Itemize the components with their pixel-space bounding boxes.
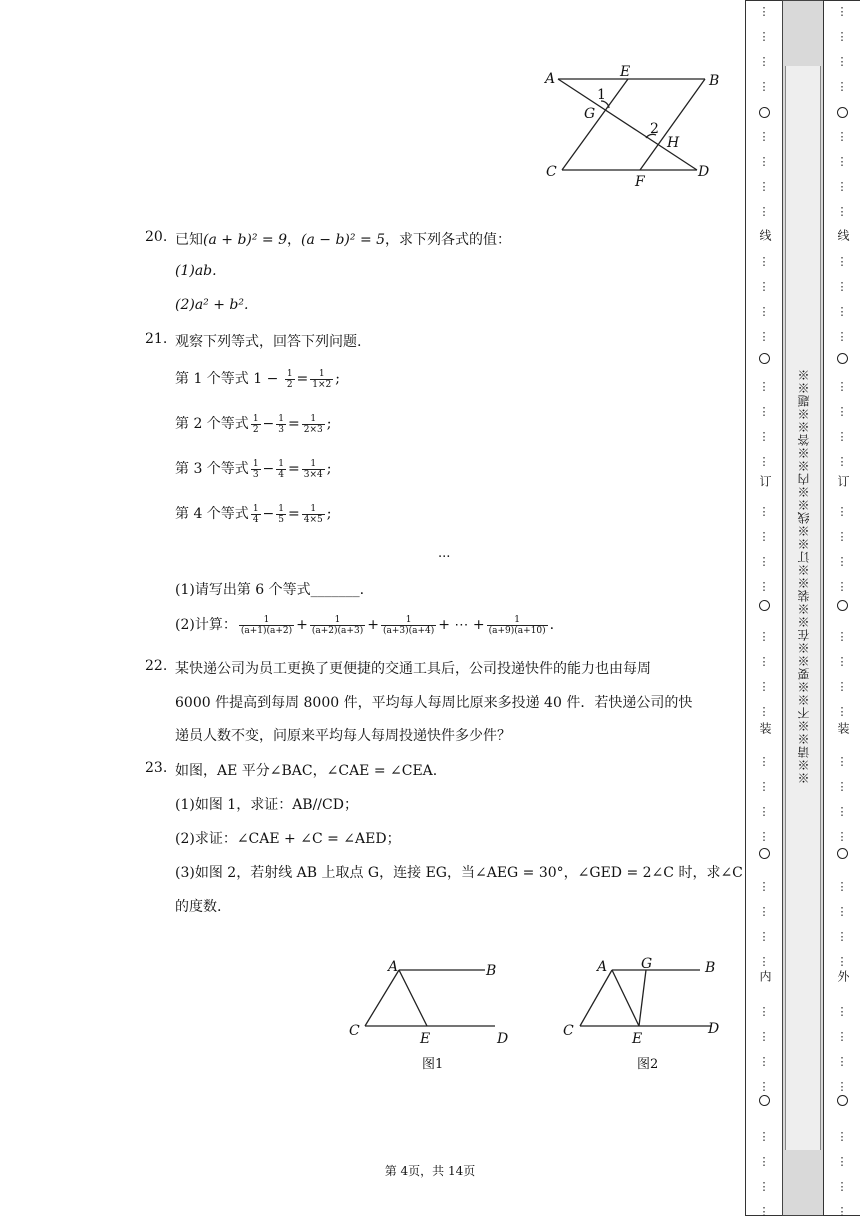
binding-dot-mark: ⋮ xyxy=(758,930,770,943)
binding-dot-mark: ⋮ xyxy=(836,630,848,643)
q23-stem: 如图，AE 平分∠BAC，∠CAE = ∠CEA. xyxy=(175,763,438,779)
binding-dot-mark: ⋮ xyxy=(836,930,848,943)
binding-dot-mark: ⋮ xyxy=(836,780,848,793)
binding-dot-mark: ⋮ xyxy=(758,805,770,818)
q21-eq1-label: 第 1 个等式 xyxy=(175,371,249,387)
q20-stem-b: ，求下列各式的值： xyxy=(385,232,512,248)
binding-circle-mark xyxy=(837,107,848,118)
binding-dot-mark: ⋮ xyxy=(758,905,770,918)
binding-dot-mark: ⋮ xyxy=(836,505,848,518)
binding-dot-mark: ⋮ xyxy=(836,255,848,268)
q20-stem-a: 已知 xyxy=(175,232,203,248)
binding-circle-mark xyxy=(837,848,848,859)
fig1-label-B: B xyxy=(486,963,497,979)
q21-eq1-frac1: $\frac{1}{2}$ xyxy=(286,368,293,390)
fig1-caption: 图1 xyxy=(422,1057,444,1072)
q20-expr2: (a − b)² = 5 xyxy=(301,232,386,248)
binding-dot-mark: ⋮ xyxy=(836,30,848,43)
fig19-label-A: A xyxy=(545,71,556,87)
binding-dot-mark: ⋮ xyxy=(758,1030,770,1043)
q20-number: 20. xyxy=(145,229,168,245)
binding-circle-mark xyxy=(759,107,770,118)
q23-part3-cont: 的度数. xyxy=(175,899,222,915)
fig19-label-D: D xyxy=(698,164,710,180)
binding-dot-mark: ⋮ xyxy=(836,555,848,568)
q20-expr1: (a + b)² = 9 xyxy=(203,232,288,248)
binding-dot-mark: ⋮ xyxy=(836,130,848,143)
binding-circle-mark xyxy=(837,1095,848,1106)
binding-dot-mark: ⋮ xyxy=(836,330,848,343)
q21-calc-frac4: $\frac{1}{(a+9)(a+10)}$ xyxy=(488,614,546,636)
binding-circle-mark xyxy=(837,353,848,364)
binding-dot-mark: ⋮ xyxy=(758,1130,770,1143)
binding-dot-mark: ⋮ xyxy=(836,905,848,918)
q21-eq4-frac3: $\frac{1}{4\times 5}$ xyxy=(303,503,323,525)
binding-dot-mark: ⋮ xyxy=(758,280,770,293)
binding-dot-mark: ⋮ xyxy=(836,755,848,768)
binding-circle-mark xyxy=(759,848,770,859)
q21-eq1-frac2: $\frac{1}{1\times 2}$ xyxy=(312,368,332,390)
fig2-label-A: A xyxy=(597,959,608,975)
binding-dot-mark: ⋮ xyxy=(836,1155,848,1168)
binding-dot-mark: ⋮ xyxy=(758,580,770,593)
binding-dot-mark: ⋮ xyxy=(758,755,770,768)
binding-dot-mark: ⋮ xyxy=(758,505,770,518)
margin-outer-label-4: 外 xyxy=(836,970,850,982)
binding-dot-mark: ⋮ xyxy=(836,1180,848,1193)
binding-dot-mark: ⋮ xyxy=(758,305,770,318)
binding-dot-mark: ⋮ xyxy=(758,555,770,568)
binding-dot-mark: ⋮ xyxy=(758,155,770,168)
binding-dot-mark: ⋮ xyxy=(758,380,770,393)
binding-dot-mark: ⋮ xyxy=(836,530,848,543)
q21-eq4-label: 第 4 个等式 xyxy=(175,506,249,522)
binding-dot-mark: ⋮ xyxy=(758,80,770,93)
binding-dot-mark: ⋮ xyxy=(836,805,848,818)
fig1-label-E: E xyxy=(420,1031,431,1047)
fig19-label-E: E xyxy=(620,64,631,80)
binding-dot-mark: ⋮ xyxy=(836,305,848,318)
fig19-label-1: 1 xyxy=(597,87,606,103)
binding-dot-mark: ⋮ xyxy=(758,5,770,18)
q21-eq2-frac2: $\frac{1}{3}$ xyxy=(278,413,285,435)
margin-inner-label-4: 内 xyxy=(758,970,772,982)
binding-dot-mark: ⋮ xyxy=(758,530,770,543)
margin-inner-label-2: 订 xyxy=(758,475,772,487)
q23-part2: (2)求证：∠CAE + ∠C = ∠AED； xyxy=(175,831,401,847)
fig19-label-F: F xyxy=(635,174,645,190)
q21-part1: (1)请写出第 6 个等式_______. xyxy=(175,582,365,598)
q21-eq3-frac2: $\frac{1}{4}$ xyxy=(278,458,285,480)
binding-dot-mark: ⋮ xyxy=(836,430,848,443)
q23-part3: (3)如图 2，若射线 AB 上取点 G，连接 EG，当∠AEG = 30°，∠GED = 2∠C 时，求∠C xyxy=(175,865,743,881)
margin-outer-label-2: 订 xyxy=(836,475,850,487)
binding-dot-mark: ⋮ xyxy=(758,1080,770,1093)
binding-dot-mark: ⋮ xyxy=(836,1005,848,1018)
q20-stem xyxy=(175,229,511,249)
binding-dot-mark: ⋮ xyxy=(758,1180,770,1193)
q21-eq1-int: 1 − xyxy=(253,371,279,387)
q21-equation-4: 第 4 个等式 $\frac{1}{4}$ − $\frac{1}{5}$ = $\frac{1}{4\times 5}$ ; xyxy=(175,503,332,525)
fig19-label-G: G xyxy=(584,106,596,122)
binding-dot-mark: ⋮ xyxy=(836,280,848,293)
q21-ellipsis: ... xyxy=(438,546,451,561)
binding-circle-mark xyxy=(759,1095,770,1106)
binding-dot-mark: ⋮ xyxy=(836,655,848,668)
q22-line1: 某快递公司为员工更换了更便捷的交通工具后，公司投递快件的能力也由每周 xyxy=(175,661,651,677)
binding-circle-mark xyxy=(759,600,770,611)
binding-dot-mark: ⋮ xyxy=(758,780,770,793)
binding-dot-mark: ⋮ xyxy=(758,180,770,193)
binding-dot-mark: ⋮ xyxy=(836,205,848,218)
q20-part1: (1)ab. xyxy=(175,263,217,279)
q21-calc-dots: + ⋯ + xyxy=(438,617,485,633)
binding-dot-mark: ⋮ xyxy=(758,55,770,68)
fig1-label-A: A xyxy=(388,959,399,975)
binding-dot-mark: ⋮ xyxy=(836,180,848,193)
binding-dot-mark: ⋮ xyxy=(758,130,770,143)
fig2-label-E: E xyxy=(632,1031,643,1047)
binding-dot-mark: ⋮ xyxy=(758,205,770,218)
binding-dot-mark: ⋮ xyxy=(836,1030,848,1043)
q21-part2-label: (2)计算： xyxy=(175,617,237,633)
margin-inner-label-1: 线 xyxy=(758,229,772,241)
margin-outer-label-1: 线 xyxy=(836,229,850,241)
q20-part2: (2)a² + b². xyxy=(175,297,249,313)
binding-dot-mark: ⋮ xyxy=(836,680,848,693)
binding-dot-mark: ⋮ xyxy=(758,430,770,443)
binding-dot-mark: ⋮ xyxy=(758,330,770,343)
binding-dot-mark: ⋮ xyxy=(758,455,770,468)
binding-dot-mark: ⋮ xyxy=(836,955,848,968)
q21-eq4-frac1: $\frac{1}{4}$ xyxy=(252,503,259,525)
q21-eq3-frac3: $\frac{1}{3\times 4}$ xyxy=(303,458,323,480)
fig2-label-D: D xyxy=(708,1021,720,1037)
binding-dot-mark: ⋮ xyxy=(836,55,848,68)
q21-calc-frac3: $\frac{1}{(a+3)(a+4)}$ xyxy=(382,614,435,636)
q21-equation-3: 第 3 个等式 $\frac{1}{3}$ − $\frac{1}{4}$ = $\frac{1}{3\times 4}$ ; xyxy=(175,458,332,480)
binding-dot-mark: ⋮ xyxy=(836,455,848,468)
margin-outer-label-3: 装 xyxy=(836,722,850,734)
binding-dot-mark: ⋮ xyxy=(836,705,848,718)
q21-eq2-label: 第 2 个等式 xyxy=(175,416,249,432)
binding-dot-mark: ⋮ xyxy=(836,1130,848,1143)
fig19-label-C: C xyxy=(546,164,557,180)
fig19-label-B: B xyxy=(709,73,720,89)
q21-eq2-frac1: $\frac{1}{2}$ xyxy=(252,413,259,435)
fig2-caption: 图2 xyxy=(637,1057,659,1072)
q22-line2: 6000 件提高到每周 8000 件，平均每人每周比原来多投递 40 件．若快递公司的快 xyxy=(175,695,693,711)
binding-circle-mark xyxy=(759,353,770,364)
fig2-label-C: C xyxy=(563,1023,574,1039)
binding-dot-mark: ⋮ xyxy=(758,1005,770,1018)
q21-equation-1: 第 1 个等式 1 − $\frac{1}{2}$ = $\frac{1}{1\times 2}$ ; xyxy=(175,368,340,390)
binding-dot-mark: ⋮ xyxy=(758,30,770,43)
binding-dot-mark: ⋮ xyxy=(836,580,848,593)
binding-dot-mark: ⋮ xyxy=(758,1205,770,1218)
binding-dot-mark: ⋮ xyxy=(758,830,770,843)
page-footer: 第 4页，共 14页 xyxy=(384,1164,476,1178)
binding-dot-mark: ⋮ xyxy=(758,630,770,643)
fig1-label-D: D xyxy=(497,1031,509,1047)
q23-part1: (1)如图 1，求证：AB//CD； xyxy=(175,797,358,813)
binding-dot-mark: ⋮ xyxy=(758,655,770,668)
binding-dot-mark: ⋮ xyxy=(758,1055,770,1068)
binding-dot-mark: ⋮ xyxy=(758,405,770,418)
binding-circle-mark xyxy=(837,600,848,611)
q21-equation-2: 第 2 个等式 $\frac{1}{2}$ − $\frac{1}{3}$ = $\frac{1}{2\times 3}$ ; xyxy=(175,413,332,435)
binding-dot-mark: ⋮ xyxy=(758,680,770,693)
q21-number: 21. xyxy=(145,331,168,347)
binding-dot-mark: ⋮ xyxy=(836,405,848,418)
margin-warning-text: ※※请※※不※※要※※在※※装※※订※※线※※内※※答※※题※※ xyxy=(797,368,811,784)
fig2-label-G: G xyxy=(641,956,653,972)
q21-stem: 观察下列等式，回答下列问题. xyxy=(175,334,362,350)
binding-dot-mark: ⋮ xyxy=(836,880,848,893)
fig19-label-2: 2 xyxy=(650,121,659,137)
binding-dot-mark: ⋮ xyxy=(836,1205,848,1218)
binding-dot-mark: ⋮ xyxy=(836,5,848,18)
q21-eq4-frac2: $\frac{1}{5}$ xyxy=(278,503,285,525)
q21-part2: (2)计算： $\frac{1}{(a+1)(a+2)}$ + $\frac{1}{(a+2)(a+3)}$ + $\frac{1}{(a+3)(a+4)}$ + ⋯ + $\frac{1}{(a+9)(a+10)}$ . xyxy=(175,614,555,636)
binding-dot-mark: ⋮ xyxy=(758,1155,770,1168)
q21-eq3-label: 第 3 个等式 xyxy=(175,461,249,477)
q21-eq3-frac1: $\frac{1}{3}$ xyxy=(252,458,259,480)
binding-dot-mark: ⋮ xyxy=(836,1080,848,1093)
q20-sep: ， xyxy=(287,232,302,248)
q21-calc-frac2: $\frac{1}{(a+2)(a+3)}$ xyxy=(311,614,364,636)
binding-dot-mark: ⋮ xyxy=(836,1055,848,1068)
binding-dot-mark: ⋮ xyxy=(836,80,848,93)
q21-calc-frac1: $\frac{1}{(a+1)(a+2)}$ xyxy=(240,614,293,636)
binding-dot-mark: ⋮ xyxy=(758,705,770,718)
fig19-label-H: H xyxy=(667,135,680,151)
q22-number: 22. xyxy=(145,658,168,674)
fig2-label-B: B xyxy=(705,960,716,976)
binding-dot-mark: ⋮ xyxy=(836,380,848,393)
fig1-label-C: C xyxy=(349,1023,360,1039)
q22-line3: 递员人数不变，问原来平均每人每周投递快件多少件？ xyxy=(175,728,511,744)
binding-dot-mark: ⋮ xyxy=(836,830,848,843)
margin-inner-label-3: 装 xyxy=(758,722,772,734)
q21-eq2-frac3: $\frac{1}{2\times 3}$ xyxy=(303,413,323,435)
q23-number: 23. xyxy=(145,760,168,776)
binding-dot-mark: ⋮ xyxy=(836,155,848,168)
binding-dot-mark: ⋮ xyxy=(758,880,770,893)
binding-dot-mark: ⋮ xyxy=(758,955,770,968)
binding-dot-mark: ⋮ xyxy=(758,255,770,268)
